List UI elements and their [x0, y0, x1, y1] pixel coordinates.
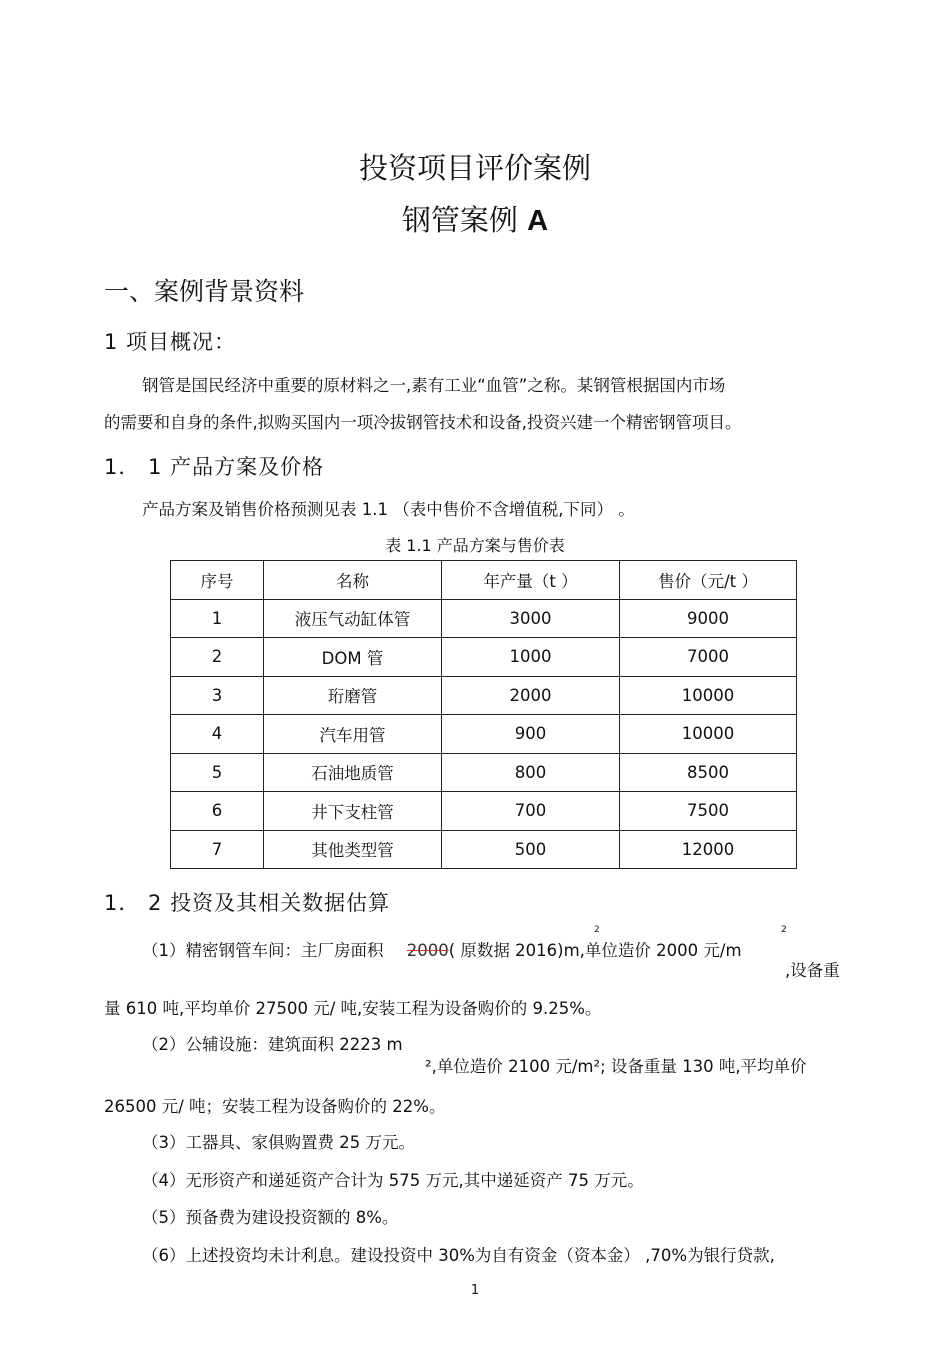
header-name: 名称 — [264, 561, 442, 600]
cell-name: 井下支柱管 — [264, 792, 442, 831]
cell-name: DOM 管 — [264, 638, 442, 677]
item-1-text-a: （1）精密钢管车间：主厂房面积 — [142, 941, 384, 960]
subsection-product-heading: 1． 1 产品方案及价格 — [104, 455, 325, 479]
cell-price: 9000 — [620, 599, 797, 638]
product-intro-text: 产品方案及销售价格预测见表 1.1 （表中售价不含增值税,下同） 。 — [142, 500, 635, 519]
cell-price: 12000 — [620, 830, 797, 869]
item-1-line-2: 量 610 吨,平均单价 27500 元/ 吨,安装工程为设备购价的 9.25%。 — [104, 999, 602, 1018]
cell-output: 1000 — [442, 638, 620, 677]
item-1-text-c: ,设备重 — [785, 961, 840, 980]
cell-index: 3 — [171, 676, 264, 715]
cell-index: 6 — [171, 792, 264, 831]
cell-output: 700 — [442, 792, 620, 831]
table-caption: 表 1.1 产品方案与售价表 — [385, 536, 565, 555]
item-1-line-1 — [142, 937, 742, 961]
item-2-line-2: ²,单位造价 2100 元/m²; 设备重量 130 吨,平均单价 — [425, 1057, 807, 1076]
header-index: 序号 — [171, 561, 264, 600]
item-3: （3）工器具、家俱购置费 25 万元。 — [142, 1133, 415, 1152]
header-output: 年产量（t ） — [442, 561, 620, 600]
subsection-investment-heading: 1． 2 投资及其相关数据估算 — [104, 891, 391, 915]
table-row — [171, 792, 797, 831]
cell-output: 900 — [442, 715, 620, 754]
overview-line-1: 钢管是国民经济中重要的原材料之一,素有工业“血管”之称。某钢管根据国内市场 — [142, 376, 726, 395]
cell-price: 8500 — [620, 753, 797, 792]
cell-name: 石油地质管 — [264, 753, 442, 792]
item-6: （6）上述投资均未计利息。建设投资中 30%为自有资金（资本金） ,70%为银行贷款, — [142, 1246, 775, 1265]
cell-index: 1 — [171, 599, 264, 638]
table-row — [171, 599, 797, 638]
item-1-superscript-b: 2 — [781, 925, 787, 935]
cell-output: 500 — [442, 830, 620, 869]
header-price: 售价（元/t ） — [620, 561, 797, 600]
cell-index: 7 — [171, 830, 264, 869]
cell-price: 7000 — [620, 638, 797, 677]
table-row — [171, 638, 797, 677]
cell-name: 珩磨管 — [264, 676, 442, 715]
subsection-overview-heading: 1 项目概况： — [104, 330, 237, 354]
cell-index: 4 — [171, 715, 264, 754]
table-row — [171, 753, 797, 792]
doc-subtitle-text: 钢管案例 — [401, 203, 518, 237]
item-1-struck-value: 2000 — [406, 941, 449, 960]
page-number: 1 — [470, 1283, 480, 1298]
product-table — [170, 560, 797, 869]
doc-subtitle — [0, 198, 950, 239]
item-1-text-b: ( 原数据 2016)m,单位造价 2000 元/m — [448, 941, 742, 960]
item-5: （5）预备费为建设投资额的 8%。 — [142, 1208, 399, 1227]
table-row — [171, 830, 797, 869]
cell-name: 汽车用管 — [264, 715, 442, 754]
cell-index: 2 — [171, 638, 264, 677]
cell-name: 其他类型管 — [264, 830, 442, 869]
section-heading: 一、案例背景资料 — [104, 277, 305, 306]
item-4: （4）无形资产和递延资产合计为 575 万元,其中递延资产 75 万元。 — [142, 1171, 644, 1190]
cell-output: 2000 — [442, 676, 620, 715]
cell-output: 3000 — [442, 599, 620, 638]
overview-line-2: 的需要和自身的条件,拟购买国内一项冷拔钢管技术和设备,投资兴建一个精密钢管项目。 — [104, 413, 742, 432]
cell-output: 800 — [442, 753, 620, 792]
table-header-row — [171, 561, 797, 600]
doc-subtitle-letter: A — [527, 205, 549, 237]
item-1-superscript-a: 2 — [594, 925, 600, 935]
cell-name: 液压气动缸体管 — [264, 599, 442, 638]
cell-price: 10000 — [620, 715, 797, 754]
table-row — [171, 676, 797, 715]
cell-price: 7500 — [620, 792, 797, 831]
cell-price: 10000 — [620, 676, 797, 715]
item-2-line-1: （2）公辅设施：建筑面积 2223 m — [142, 1035, 403, 1054]
table-row — [171, 715, 797, 754]
doc-title: 投资项目评价案例 — [358, 151, 591, 185]
cell-index: 5 — [171, 753, 264, 792]
item-2-line-3: 26500 元/ 吨；安装工程为设备购价的 22%。 — [104, 1097, 446, 1116]
